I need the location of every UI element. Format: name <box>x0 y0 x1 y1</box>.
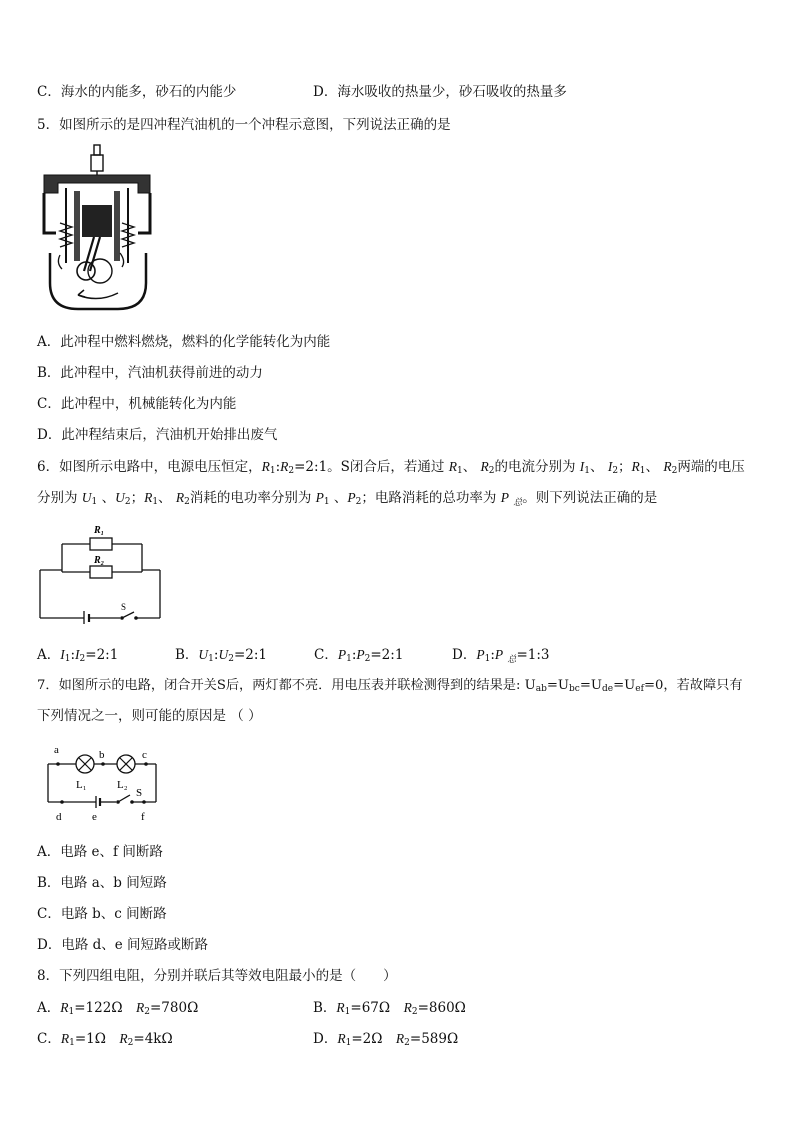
q5-option-b: B．此冲程中，汽油机获得前进的动力 <box>37 365 263 381</box>
q5-option-d: D．此冲程结束后，汽油机开始排出废气 <box>37 427 278 443</box>
q6-fig-switch-label: S <box>121 602 127 612</box>
q6-option-c: C．$P_1:P_2=2:1$ <box>314 647 404 664</box>
q6-stem-line2: 分别为 $U_1$ 、$U_2$；$R_1$、 $R_2$消耗的电功率分别为 $P_1$ 、$P_2$；电路消耗的总功率为 P $_总$。则下列说法正确的是 <box>37 490 658 508</box>
q8-option-c: C．$R_1=1\Omega$ $R_2=4k\Omega$ <box>37 1031 173 1048</box>
q7-option-d: D．电路 d、e 间短路或断路 <box>37 937 209 953</box>
q7-option-c: C．电路 b、c 间断路 <box>37 906 167 922</box>
q7-series-circuit-diagram <box>40 740 166 826</box>
q5-stem: 5．如图所示的是四冲程汽油机的一个冲程示意图，下列说法正确的是 <box>37 117 451 133</box>
q7-fig-label-b: b <box>99 749 105 761</box>
q6-parallel-circuit-diagram <box>38 520 164 624</box>
q8-option-a: A．$R_1=122\Omega$ $R_2=780\Omega$ <box>37 1000 199 1017</box>
q6-option-b: B．$U_1:U_2=2:1$ <box>175 647 267 664</box>
q6-fig-r2-label: R₂ <box>94 555 105 566</box>
q5-option-c: C．此冲程中，机械能转化为内能 <box>37 396 237 412</box>
q7-fig-label-c: c <box>142 749 147 761</box>
q8-option-d: D．$R_1=2\Omega$ $R_2=589\Omega$ <box>313 1031 459 1048</box>
q8-stem: 8．下列四组电阻，分别并联后其等效电阻最小的是（ ） <box>37 968 397 984</box>
engine-stroke-diagram <box>38 143 158 313</box>
q6-stem-line1: 6．如图所示电路中，电源电压恒定，$R_1:R_2=2:1$。S闭合后，若通过 $R_1$、 $R_2$的电流分别为 $I_1$、 $I_2$；$R_1$、 $R_2$两端的电压 <box>37 459 745 476</box>
q7-fig-label-d: d <box>56 811 62 823</box>
q7-fig-label-s: S <box>136 787 143 799</box>
q7-option-a: A．电路 e、f 间断路 <box>37 844 163 860</box>
q7-fig-label-f: f <box>141 811 145 823</box>
q7-stem-line2: 下列情况之一，则可能的原因是 （ ） <box>37 708 262 724</box>
q7-fig-label-l1: L₁ <box>76 779 87 791</box>
q4-option-c: C．海水的内能多，砂石的内能少 <box>37 84 237 100</box>
q7-option-b: B．电路 a、b 间短路 <box>37 875 167 891</box>
q7-fig-label-a: a <box>54 744 59 756</box>
q4-option-d: D．海水吸收的热量少，砂石吸收的热量多 <box>313 84 567 100</box>
q7-fig-label-l2: L₂ <box>117 779 128 791</box>
q7-fig-label-e: e <box>92 811 97 823</box>
q5-option-a: A．此冲程中燃料燃烧，燃料的化学能转化为内能 <box>37 334 331 350</box>
q8-option-b: B．$R_1=67\Omega$ $R_2=860\Omega$ <box>313 1000 466 1017</box>
q6-option-a: A．$I_1:I_2=2:1$ <box>37 647 119 664</box>
q7-stem-line1: 7．如图所示的电路，闭合开关S后，两灯都不亮．用电压表并联检测得到的结果是: $U_{ab}=U_{bc}=U_{de}=U_{ef}=0$，若故障只有 <box>37 678 743 694</box>
q6-option-d: D．$P_1:P$ $_总$=1:3 <box>452 647 550 665</box>
q6-fig-r1-label: R₁ <box>94 525 105 536</box>
